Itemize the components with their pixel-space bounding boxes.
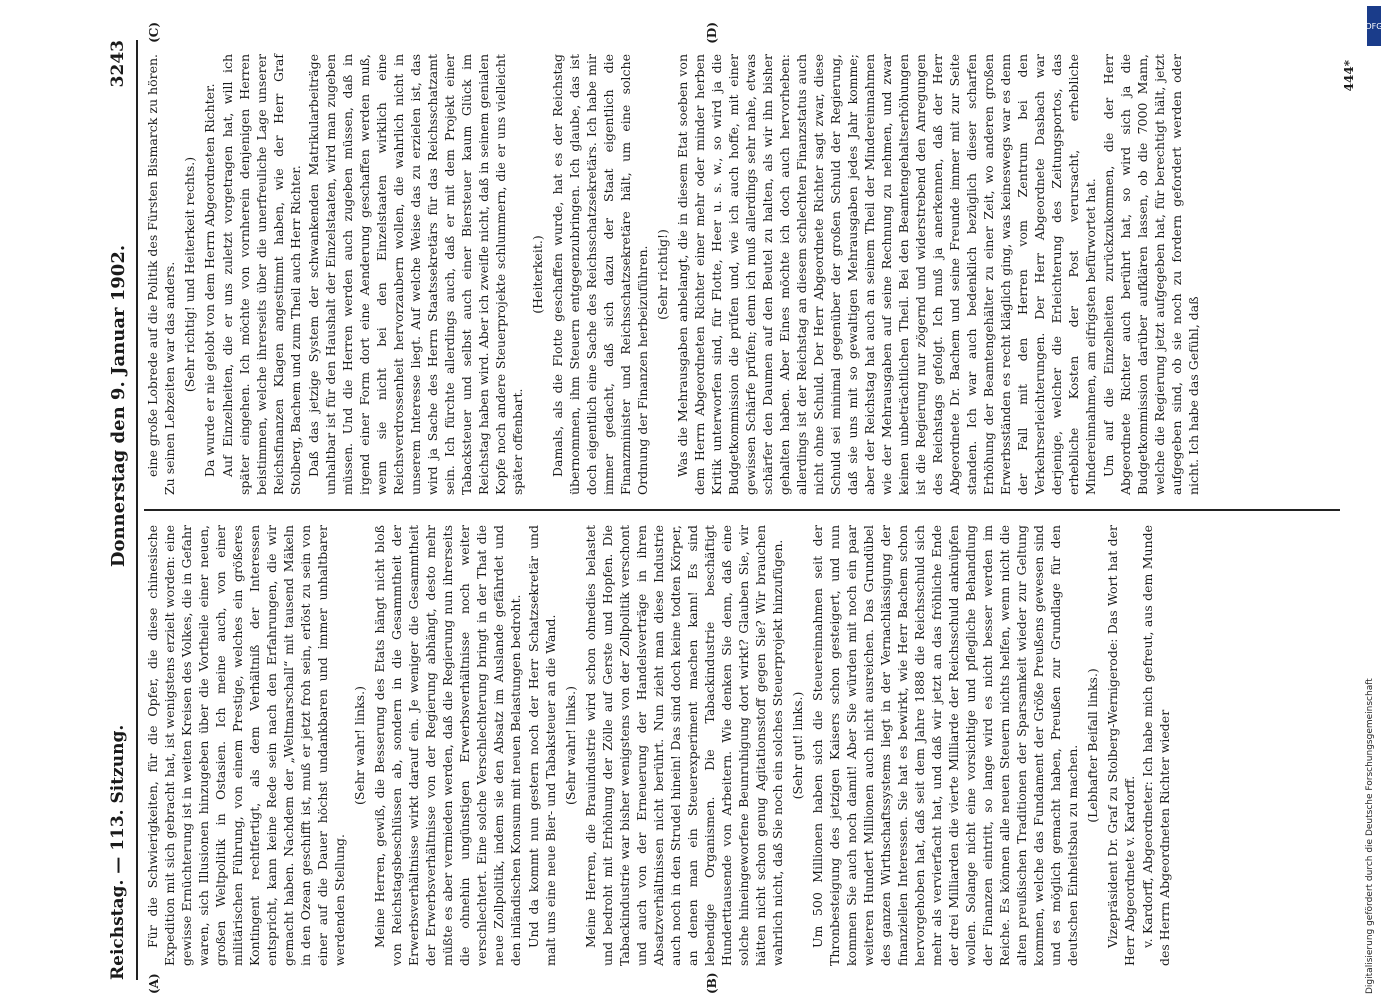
left-column (144, 511, 1340, 994)
right-paragraph: Daß das jetzige System der schwankenden Matrikularbeiträge unhaltbar ist für den Haushalt der Einzelstaaten, wird man zugeben müssen. Und die Herren werden auch zugeben müssen, daß in irgend einer Form dort eine Aenderung geschaffen werden muß, wenn sie nicht bei den Einzelstaaten wirklich eine Reichsverdrossenheit hervorzaubern wollen, die wahrlich nicht in unserem Interesse liegt. Auf welche Weise das zu erzielen ist, das wird ja Sache des Herrn Staatssekretärs für das Reichsschatzamt sein. Ich fürchte allerdings auch, daß er mit dem Projekt einer Tabacksteuer und selbst auch einer Biersteuer kaum Glück im Reichstag haben wird. Aber ich zweifle nicht, daß in seinem genialen Kopfe noch andere Steuerprojekte schlummern, die er uns vielleicht später offenbart. (306, 54, 525, 495)
right-paragraph: Auf Einzelheiten, die er uns zuletzt vorgetragen hat, will ich später eingehen. Ich möchte von vornherein denjenigen Herren beistimmen, welche ihrerseits über die unerfreuliche Lage unserer Reichsfinanzen Klagen angestimmt haben, wie der Herr Graf Stolberg, Bachem und zum Theil auch Herr Richter. (220, 54, 303, 495)
right-paragraph: Was die Mehrausgaben anbelangt, die in diesem Etat soeben von dem Herrn Abgeordneten Richter einer mehr oder minder herben Kritik unterworfen sind, für Flotte, Heer u. s. w., so wird ja die Budgetkommission die prüfen und, wie ich auch hoffe, mit einer gewissen Schärfe prüfen; denn ich muß allerdings sehr nahe, etwas schärfer den Daumen auf den Beutel zu halten, als wir ihn bisher gehalten haben. Aber Eines möchte ich doch auch hervorheben: allerdings ist der Reichstag an diesem schlechten Finanzstatus auch nicht ohne Schuld. Der Herr Abgeordnete Richter sagt zwar, diese Schuld sei minimal gegenüber der großen Schuld der Regierung, daß sie uns mit so gewaltigen Mehrausgaben jedes Jahr komme; aber der Reichstag hat auch an seinem Theil der Mindereinnahmen wie der Mehrausgaben auf seine Rechnung zu nehmen, und zwar keinen unbeträchtlichen Theil. Bei den Beamtengehaltserhöhungen ist die Regierung nur zögernd und widerstrebend den Anregungen des Reichstags gefolgt. Ich muß ja anerkennen, daß der Herr Abgeordnete Dr. Bachem und seine Freunde immer mit zur Seite standen. Ich war auch bedenklich bezüglich dieser scharfen Erhöhung der Beamtengehälter zu einer Zeit, wo anderen großen Erwerbsständen es recht kläglich ging, was keineswegs war es denn der Fall mit den Herren vom Zentrum bei den Verkehrserleichterungen. Der Herr Abgeordnete Dasbach war derjenige, welcher die Erleichterung des Zeitungsportos, das erhebliche Kosten der Post verursacht, erhebliche Mindereinnahmen, am eifrigsten befürwortet hat. (675, 54, 1098, 495)
right-column (144, 22, 1340, 511)
digitization-note: Digitalisierung gefördert durch die Deutsche Forschungsgemeinschaft (1365, 678, 1375, 994)
right-paragraph: eine große Lobrede auf die Politik des Fürsten Bismarck zu hören. Zu seinen Lebzeiten war das anders. (145, 54, 177, 495)
left-paragraph: Meine Herren, gewiß, die Besserung des Etats hängt nicht bloß von Reichstagsbeschlüssen ab, sondern in die Gesammtheit der Erwerbsverhältnisse wirkt darauf ein. Je weniger die Gesammtheit der Erwerbsverhältnisse von der Regierung abhängt, desto mehr müßte es aber vermieden werden, daß die Regierung nun ihrerseits die ohnehin ungünstigen Erwerbsverhältnisse noch weiter verschlechtert. Eine solche Verschlechterung bringt in der That die neue Zollpolitik, indem sie den Absatz im Auslande gefährdet und den inländischen Konsum mit neuen Belastungen bedroht. (372, 525, 523, 966)
columns (144, 22, 1340, 994)
right-paragraph: Damals, als die Flotte geschaffen wurde, hat es der Reichstag übernommen, ihm Steuern entgegenzubringen. Ich glaube, das ist doch eigentlich eine Sache des Reichsschatzsekretärs. Ich habe mir immer gedacht, daß sich dazu der Staat eigentlich die Finanzminister und Reichsschatzsekretäre hält, um eine solche Ordnung der Finanzen herbeizuführen. (550, 54, 650, 495)
left-paragraph: Vizepräsident Dr. Graf zu Stolberg-Wernigerode: Das Wort hat der Herr Abgeordnete v. Kardorff. (1105, 525, 1137, 966)
right-paragraph: (Heiterkeit.) (530, 235, 545, 314)
left-paragraph: (Sehr gut! links.) (790, 691, 805, 800)
page-header (100, 40, 138, 980)
left-paragraph: Meine Herren, die Brauindustrie wird schon ohnedies belastet und bedroht mit Erhöhung der Zölle auf Gerste und Hopfen. Die Tabackindustrie war bisher wenigstens von der Zollpolitik verschont und auch von der Erneuerung der Handelsverträge in ihren Absatzverhältnissen nicht berührt. Nun zieht man diese Industrie auch noch in den Strudel hinein! Das sind doch keine todten Körper, an denen man ein Steuerexperiment machen kann! Es sind lebendige Organismen. Die Tabackindustrie beschäftigt Hunderttausende von Arbeitern. Wie denken Sie denn, daß eine solche hineingeworfene Beunruhigung dort wirkt? Glauben Sie, wir hätten nicht schon genug Agitationsstoff gegen Sie? Wir brauchen wahrlich nicht, daß Sie noch ein solches Steuerprojekt hinzufügen. (583, 525, 785, 966)
page-number: 3243 (108, 40, 128, 88)
right-paragraph: Um auf die Einzelheiten zurückzukommen, die der Herr Abgeordnete Richter auch berührt hat, so wird sich ja die Budgetkommission darüber aufklären lassen, ob die 7000 Mann, welche die Regierung jetzt aufgegeben hat, für berechtigt hält, jetzt aufgegeben sind, ob sie noch zu fordern gefordert werden oder nicht. Ich habe das Gefühl, daß (1101, 54, 1201, 495)
right-paragraph: (Sehr richtig!) (655, 229, 670, 320)
left-paragraph: (Sehr wahr! links.) (352, 686, 367, 805)
dfg-logo: DFG (1367, 6, 1381, 46)
right-paragraph: Da wurde er nie gelobt von dem Herrn Abgeordneten Richter. (202, 83, 217, 477)
rotated-page (100, 20, 1360, 1000)
left-paragraph: Um 500 Millionen haben sich die Steuereinnahmen seit der Thronbesteigung des jetzigen Kaisers schon gesteigert, und nun kommen Sie auch noch damit! Aber Sie würden mit noch ein paar weiteren Hundert Millionen auch nicht ausreichen. Das Grundübel des ganzen Wirthschaftssystems liegt in der Vernachlässigung der finanziellen Interessen. Sie hat es bewirkt, wie Herr Bachem schon hervorgehoben hat, daß seit dem Jahre 1888 die Reichsschuld sich mehr als vervierfacht hat, und daß wir jetzt an das fröhliche Ende der drei Milliarden die vierte Milliarde der Reichsschuld anknüpfen wollen. Solange nicht eine vorsichtige und pflegliche Behandlung der Finanzen eintritt, so lange wird es nicht besser werden im Reiche. Es können alle neuen Steuern nichts helfen, wenn nicht die alten preußischen Traditionen der Sparsamkeit wieder zur Geltung kommen, welche das Fundament der Größe Preußens gewesen sind und es möglich gemacht haben, Preußen zur Grundlage für den deutschen Einheitsbau zu machen. (810, 525, 1080, 966)
margin-marker-b: (B) (705, 972, 719, 994)
right-paragraph: (Sehr richtig! und Heiterkeit rechts.) (182, 156, 197, 393)
margin-marker-a: (A) (147, 973, 161, 994)
left-paragraph: Für die Schwierigkeiten, für die Opfer, die diese chinesische Expedition mit sich gebracht hat, ist wenigstens erzielt worden: eine gewisse Ernüchterung ist in weiten Kreisen des Volkes, die in Gefahr waren, sich Illusionen hinzugeben über die Vortheile einer neuen, großen Weltpolitik in Ostasien. Ich meine auch, von einer militärischen Führung, von einem Prestige, welches ein größeres Kontingent rechtfertigt, als dem Verhältniß der Interessen entspricht, kann keine Rede sein nach den Erfahrungen, die wir gemacht haben. Nachdem der „Weltmarschall“ mit tausend Mäkeln in den Ozean geschifft ist, muß er jetzt froh sein, erlöst zu sein von einer auf die Dauer höchst undankbaren und immer unhaltbarer werdenden Stellung. (145, 525, 347, 966)
footer-mark: 444* (1342, 60, 1356, 92)
header-center: Donnerstag den 9. Januar 1902. (107, 244, 129, 568)
margin-marker-d: (D) (705, 22, 719, 44)
margin-marker-c: (C) (147, 22, 161, 43)
left-paragraph: v. Kardorff, Abgeordneter: Ich habe mich gefreut, aus dem Munde des Herrn Abgeordneten Richter wieder (1140, 525, 1172, 966)
left-paragraph: (Lebhafter Beifall links.) (1085, 668, 1100, 823)
left-paragraph: (Sehr wahr! links.) (563, 686, 578, 805)
left-paragraph: Und da kommt nun gestern noch der Herr Schatzsekretär und malt uns eine neue Bier- und Tabaksteuer an die Wand. (526, 525, 558, 966)
header-left: Reichstag. — 113. Sitzung. (108, 724, 128, 980)
